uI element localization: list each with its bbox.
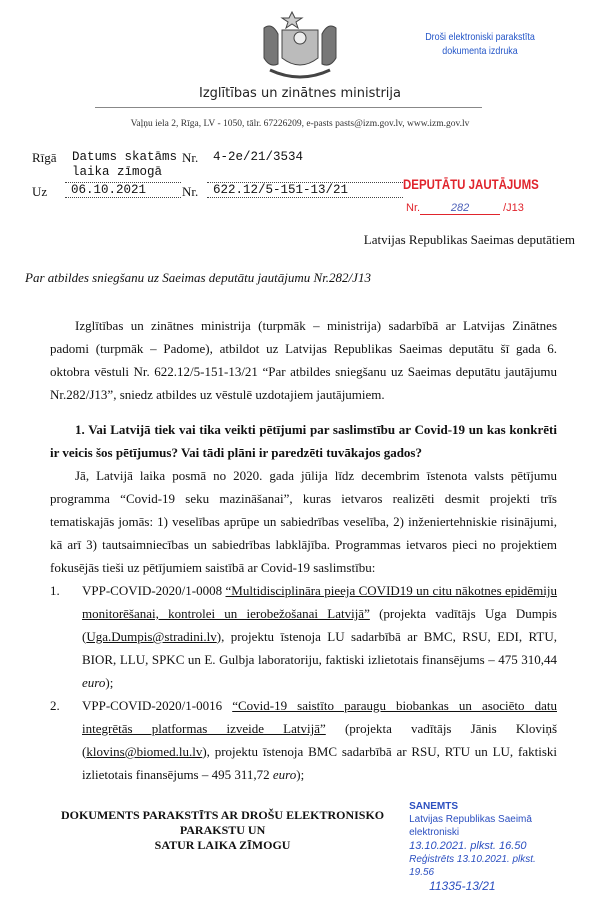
project-code: VPP-COVID-2020/1-0008 (82, 583, 223, 598)
answer-1: Jā, Latvijā laika posmā no 2020. gada jūlija līdz decembrim īstenota valsts pētījumu programma “Covid-19 seku mazināšanai”, kuras ietvaros realizēti desmit projekti trīs tematiskajās jomās: 1) veselības aprūpe un sabiedrības veselība, 2) inženiertehniskie risinājumi, kā arī 3) tautsaimniecības un sabiedrības labklājība. Programmas ietvaros pieci no projektiem fokusējās tieši uz pētījumiem saistībā ar Covid-19 saslimstību: (50, 468, 557, 575)
ministry-address: Vaļņu iela 2, Rīga, LV - 1050, tālr. 67226209, e-pasts pasts@izm.gov.lv, www.izm.gov.lv (130, 119, 470, 129)
subject-line: Par atbildes sniegšanu uz Saeimas deputātu jautājumu Nr.282/J13 (25, 270, 371, 285)
intro-paragraph: Izglītības un zinātnes ministrija (turpmāk – ministrija) sadarbībā ar Latvijas Zinātnes padomi (turpmāk – Padome), atbildot uz Latvijas Republikas Saeimas deputātu šī gada 6. oktobra vēstuli Nr. 622.12/5-151-13/21 “Par atbildes sniegšanu uz Saeimas deputātu jautājumu Nr.282/J13”, sniedz atbildes uz vēstulē uzdotajiem jautājumiem. (50, 318, 557, 402)
deputy-question-stamp-title: DEPUTĀTU JAUTĀJUMS (403, 177, 539, 192)
question-1: 1. Vai Latvijā tiek vai tika veikti pētījumi par saslimstību ar Covid-19 un kas konkrēti ir veicis šos pētījumus? Vai tādi plāni ir paredzēti tuvākajos gados? (50, 422, 557, 460)
place: Rīgā (32, 150, 57, 165)
project-title: “Covid-19 saistīto paraugu biobankas un asociēto datu integrētās platformas izveide Latvijā” (82, 698, 557, 736)
date-note-line: laika zīmogā (72, 165, 163, 179)
currency: euro (82, 675, 106, 690)
received-stamp-registered: Reģistrēts 13.10.2021. plkst. 19.56 (409, 854, 536, 878)
esig-notice-line: Droši elektroniski parakstīta (425, 31, 535, 43)
project-item (50, 694, 557, 786)
received-stamp-org: Latvijas Republikas Saeimā elektroniski (409, 814, 532, 838)
stamp-nr-label: Nr. (406, 202, 421, 214)
project-text: (projekta vadītājs Uga Dumpis ( (82, 606, 557, 644)
received-stamp-title: SANEMTS (409, 801, 458, 812)
addressee: Latvijas Republikas Saeimas deputātiem (363, 232, 575, 247)
document-number: 4-2e/21/3534 (213, 150, 304, 164)
nr-label: Nr. (182, 150, 199, 165)
project-text: (projekta vadītājs Jānis Kloviņš ( (82, 721, 558, 759)
esig-notice-line: dokumenta izdruka (442, 45, 518, 57)
list-number: 2. (50, 698, 60, 713)
project-text: ); (105, 675, 114, 690)
project-item (50, 579, 557, 694)
project-code: VPP-COVID-2020/1-0016 (82, 698, 223, 713)
signature-footer (50, 808, 395, 853)
stamp-suffix: /J13 (503, 202, 524, 214)
stamp-nr-handwritten: 282 (420, 202, 500, 215)
currency: euro (272, 767, 297, 782)
ministry-name: Izglītības un zinātnes ministrija (199, 86, 401, 101)
received-stamp-date: 13.10.2021. plkst. 16.50 (409, 840, 527, 852)
footer-line: DOKUMENTS PARAKSTĪTS AR DROŠU ELEKTRONISKO PARAKSTU UN (60, 808, 385, 837)
project-text: ), projektu īstenoja BMC sadarbībā ar RSU, RTU un LU, faktiski izlietotais finansējums – 495 311,72 (82, 744, 557, 782)
reference-number: 622.12/5-151-13/21 (207, 182, 403, 198)
project-leader-email-link[interactable]: klovins@biomed.lu.lv (86, 744, 203, 759)
project-text: ), projektu īstenoja LU sadarbībā ar BMC, RSU, EDI, RTU, BIOR, LLU, SPKC un E. Gulbja laboratoriju, faktiski izlietotais finansējums – 475 310,44 (82, 629, 557, 667)
list-number: 1. (50, 583, 60, 598)
footer-line: SATUR LAIKA ZĪMOGU (154, 838, 291, 852)
date-note-line: Datums skatāms (72, 150, 178, 164)
letter-body (50, 0, 557, 904)
received-stamp-reg-number: 11335-13/21 (429, 879, 496, 893)
to-label: Uz (32, 184, 48, 199)
bottom-area (50, 800, 557, 904)
project-leader-email-link[interactable]: Uga.Dumpis@stradini.lv (86, 629, 217, 644)
project-text: ); (296, 767, 305, 782)
project-title: “Multidisciplināra pieeja COVID19 un citu nākotnes epidēmiju monitorēšanai, kontrolei un ierobežošanai Latvijā” (82, 583, 558, 621)
to-date: 06.10.2021 (65, 182, 181, 198)
nr-label: Nr. (182, 184, 199, 199)
